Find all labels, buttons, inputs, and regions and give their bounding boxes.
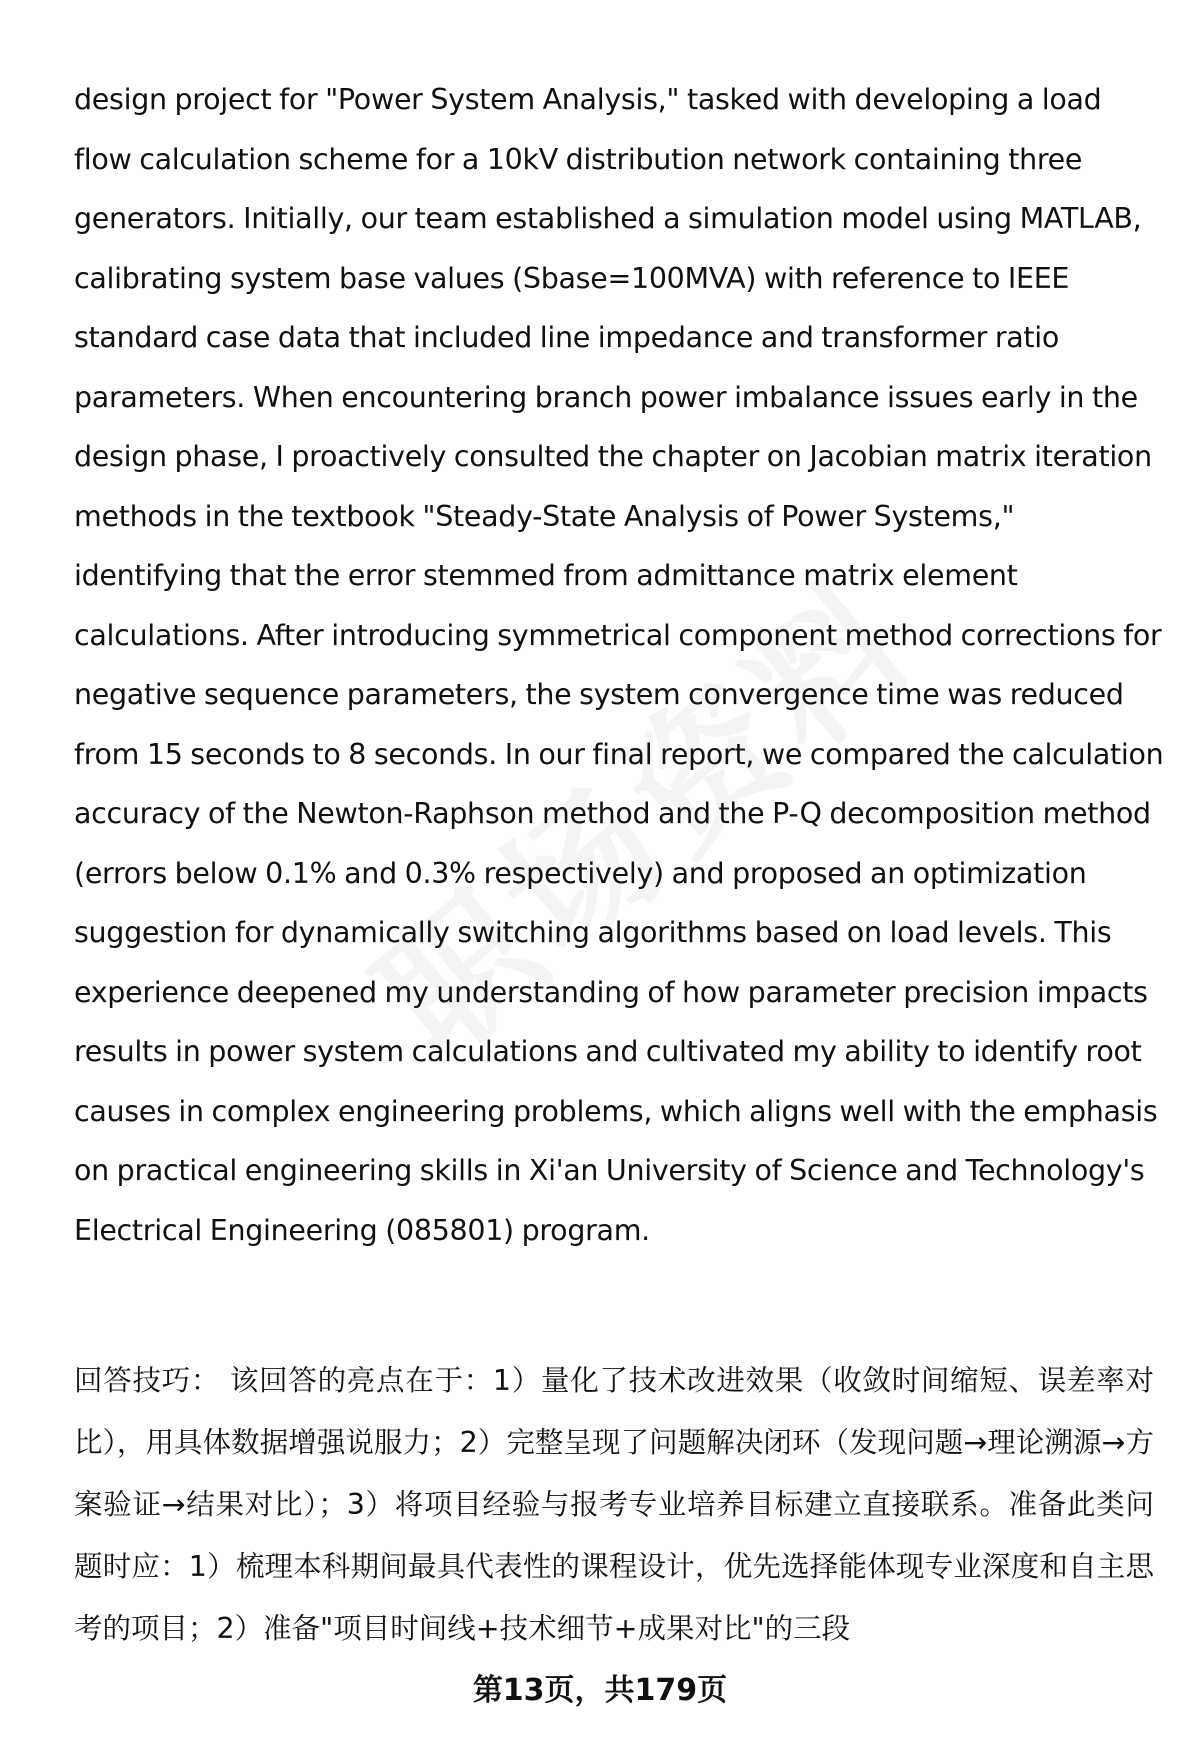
tips-paragraph: 回答技巧： 该回答的亮点在于：1）量化了技术改进效果（收敛时间缩短、误差率对比），用具体数据增强说服力；2）完整呈现了问题解决闭环（发现问题→理论溯源→方案验证→结果对比）；3）将项目经验与报考专业培养目标建立直接联系。准备此类问题时应：1）梳理本科期间最具代表性的课程设计，优先选择能体现专业深度和自主思考的项目；2）准备"项目时间线+技术细节+成果对比"的三段 (74, 1364, 1154, 1645)
answer-paragraph: design project for "Power System Analysis," tasked with developing a load flow calculation scheme for a 10kV distribution network containing three generators. Initially, our team established a simulation model using MATLAB, calibrating system base values (Sbase=100MVA) with reference to IEEE standard case data that included line impedance and transformer ratio parameters. When encountering branch power imbalance issues early in the design phase, I proactively consulted the chapter on Jacobian matrix iteration methods in the textbook "Steady-State Analysis of Power Systems," identifying that the error stemmed from admittance matrix element calculations. After introducing symmetrical component method corrections for negative sequence parameters, the system convergence time was reduced from 15 seconds to 8 seconds. In our final report, we compared the calculation accuracy of the Newton-Raphson method and the P-Q decomposition method (errors below 0.1% and 0.3% respectively) and proposed an optimization suggestion for dynamically switching algorithms based on load levels. This experience deepened my understanding of how parameter precision impacts results in power system calculations and cultivated my ability to identify root causes in complex engineering problems, which aligns well with the emphasis on practical engineering skills in Xi'an University of Science and Technology's Electrical Engineering (085801) program. (74, 83, 1164, 1247)
page-indicator: 第13页，共179页 (472, 1673, 728, 1708)
